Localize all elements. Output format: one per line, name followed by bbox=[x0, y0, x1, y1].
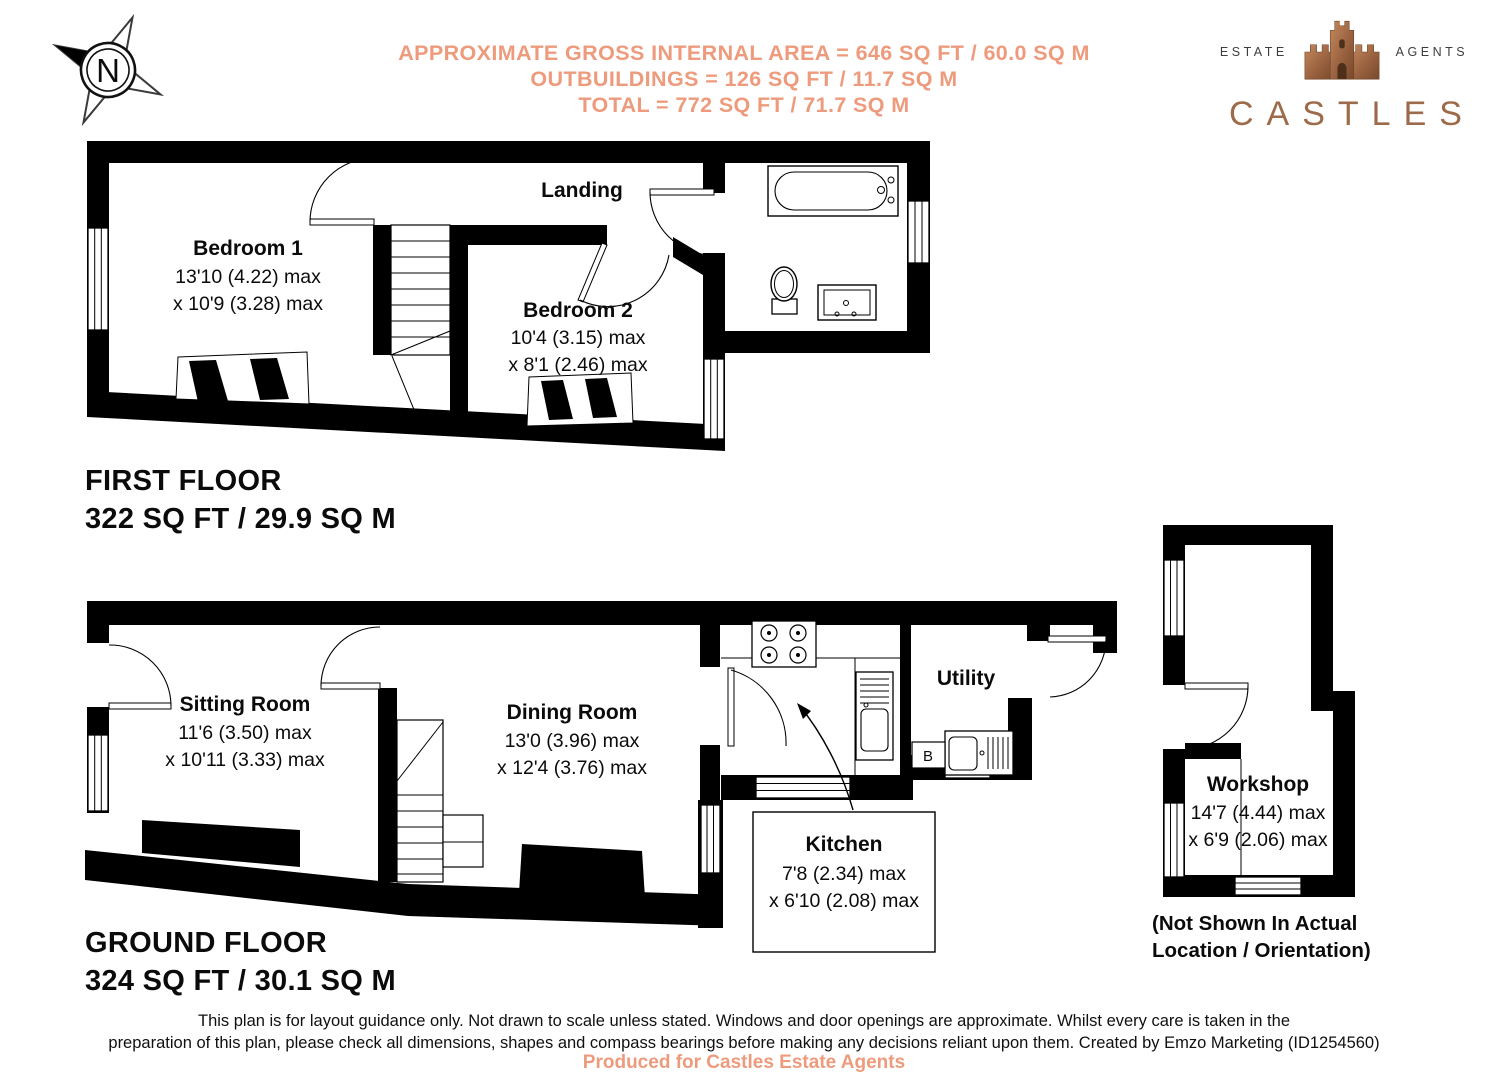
area-summary-line2: OUTBUILDINGS = 126 SQ FT / 11.7 SQ M bbox=[530, 67, 958, 91]
castle-icon bbox=[1294, 12, 1390, 92]
kitchen-arrowhead bbox=[797, 703, 811, 719]
bedroom2-dim2: x 8'1 (2.46) max bbox=[508, 354, 648, 376]
kitchen-dim2: x 6'10 (2.08) max bbox=[768, 890, 920, 912]
bedroom2-chimney-breast bbox=[527, 373, 633, 426]
bedroom1-door bbox=[310, 158, 374, 225]
workshop-door bbox=[1163, 683, 1248, 749]
first-floor-plan bbox=[85, 133, 935, 463]
area-summary-line3: TOTAL = 772 SQ FT / 71.7 SQ M bbox=[578, 93, 910, 117]
logo-brand-name: CASTLES bbox=[1229, 95, 1475, 133]
bedroom2-door bbox=[578, 243, 669, 307]
first-floor-title-line: FIRST FLOOR bbox=[85, 465, 282, 497]
workshop-dim2: x 6'9 (2.06) max bbox=[1188, 829, 1328, 851]
logo-agents-label: AGENTS bbox=[1395, 45, 1469, 59]
first-floor-area-line: 322 SQ FT / 29.9 SQ M bbox=[85, 503, 396, 535]
sitting-room-window bbox=[88, 735, 108, 811]
bedroom1-chimney-breast bbox=[176, 352, 309, 404]
utility-label: Utility bbox=[936, 667, 996, 690]
toilet bbox=[771, 267, 797, 314]
produced-for-label: Produced for Castles Estate Agents bbox=[582, 1052, 906, 1073]
castles-logo bbox=[1216, 12, 1475, 134]
front-door bbox=[86, 643, 171, 709]
workshop-window-bottom bbox=[1235, 877, 1301, 895]
kitchen-side-window bbox=[701, 805, 720, 873]
disclaimer bbox=[0, 1010, 1488, 1054]
kitchen-sink bbox=[856, 672, 893, 760]
utility-sink bbox=[945, 731, 1013, 775]
workshop-note-line1: (Not Shown In Actual bbox=[1152, 912, 1358, 935]
kitchen-door bbox=[728, 668, 786, 746]
workshop-label: Workshop bbox=[1206, 773, 1310, 796]
ground-floor-stairs bbox=[397, 720, 483, 882]
compass-north-label: N bbox=[96, 52, 120, 89]
sitting-room-label: Sitting Room bbox=[179, 693, 311, 716]
ground-floor-area-line: 324 SQ FT / 30.1 SQ M bbox=[85, 965, 396, 997]
kitchen-dim1: 7'8 (2.34) max bbox=[781, 863, 907, 885]
bedroom1-dim2: x 10'9 (3.28) max bbox=[172, 293, 324, 315]
stove-icon bbox=[752, 621, 816, 667]
bathroom-sink bbox=[818, 285, 876, 320]
workshop-note bbox=[1152, 910, 1371, 964]
bedroom1-dim1: 13'10 (4.22) max bbox=[175, 266, 321, 288]
kitchen-label: Kitchen bbox=[805, 833, 883, 856]
bedroom1-window bbox=[88, 228, 108, 330]
ground-floor-title-line: GROUND FLOOR bbox=[85, 927, 328, 959]
workshop-note-line2: Location / Orientation) bbox=[1152, 939, 1371, 962]
area-summary-line1: APPROXIMATE GROSS INTERNAL AREA = 646 SQ FT / 60.0 SQ M bbox=[398, 41, 1090, 65]
landing-label: Landing bbox=[541, 179, 623, 202]
workshop-plan bbox=[1150, 515, 1365, 915]
bedroom2-window bbox=[704, 359, 724, 439]
disclaimer-line1: This plan is for layout guidance only. Not drawn to scale unless stated. Windows and door openings are approximate. Whilst every care is taken in the bbox=[197, 1012, 1290, 1030]
boiler-label: B bbox=[922, 748, 934, 765]
dining-room-dim2: x 12'4 (3.76) max bbox=[496, 757, 648, 779]
workshop-dim1: 14'7 (4.44) max bbox=[1190, 802, 1326, 824]
ground-floor-plan bbox=[85, 595, 1120, 965]
sitting-room-dim2: x 10'11 (3.33) max bbox=[165, 749, 325, 771]
ground-floor-title bbox=[85, 924, 396, 1000]
bedroom1-label: Bedroom 1 bbox=[193, 237, 303, 260]
boiler-box bbox=[912, 742, 945, 768]
dining-room-label: Dining Room bbox=[506, 701, 638, 724]
bedroom2-label: Bedroom 2 bbox=[523, 299, 633, 322]
logo-estate-label: ESTATE bbox=[1219, 45, 1288, 59]
bedroom2-dim1: 10'4 (3.15) max bbox=[510, 327, 646, 349]
sitting-room-dim1: 11'6 (3.50) max bbox=[178, 722, 312, 744]
bathtub bbox=[768, 166, 898, 216]
first-floor-title bbox=[85, 462, 396, 538]
disclaimer-line2: preparation of this plan, please check all dimensions, shapes and compass bearings before making any decisions reliant upon them. Created by Emzo Marketing (ID1254560) bbox=[108, 1034, 1380, 1052]
dining-room-dim1: 13'0 (3.96) max bbox=[504, 730, 640, 752]
kitchen-rear-window bbox=[756, 777, 850, 798]
bathroom-window bbox=[908, 201, 929, 263]
sitting-dining-door bbox=[321, 627, 380, 689]
workshop-window-lower bbox=[1164, 803, 1184, 877]
workshop-window-upper bbox=[1164, 560, 1184, 636]
first-floor-stairs bbox=[391, 225, 450, 417]
